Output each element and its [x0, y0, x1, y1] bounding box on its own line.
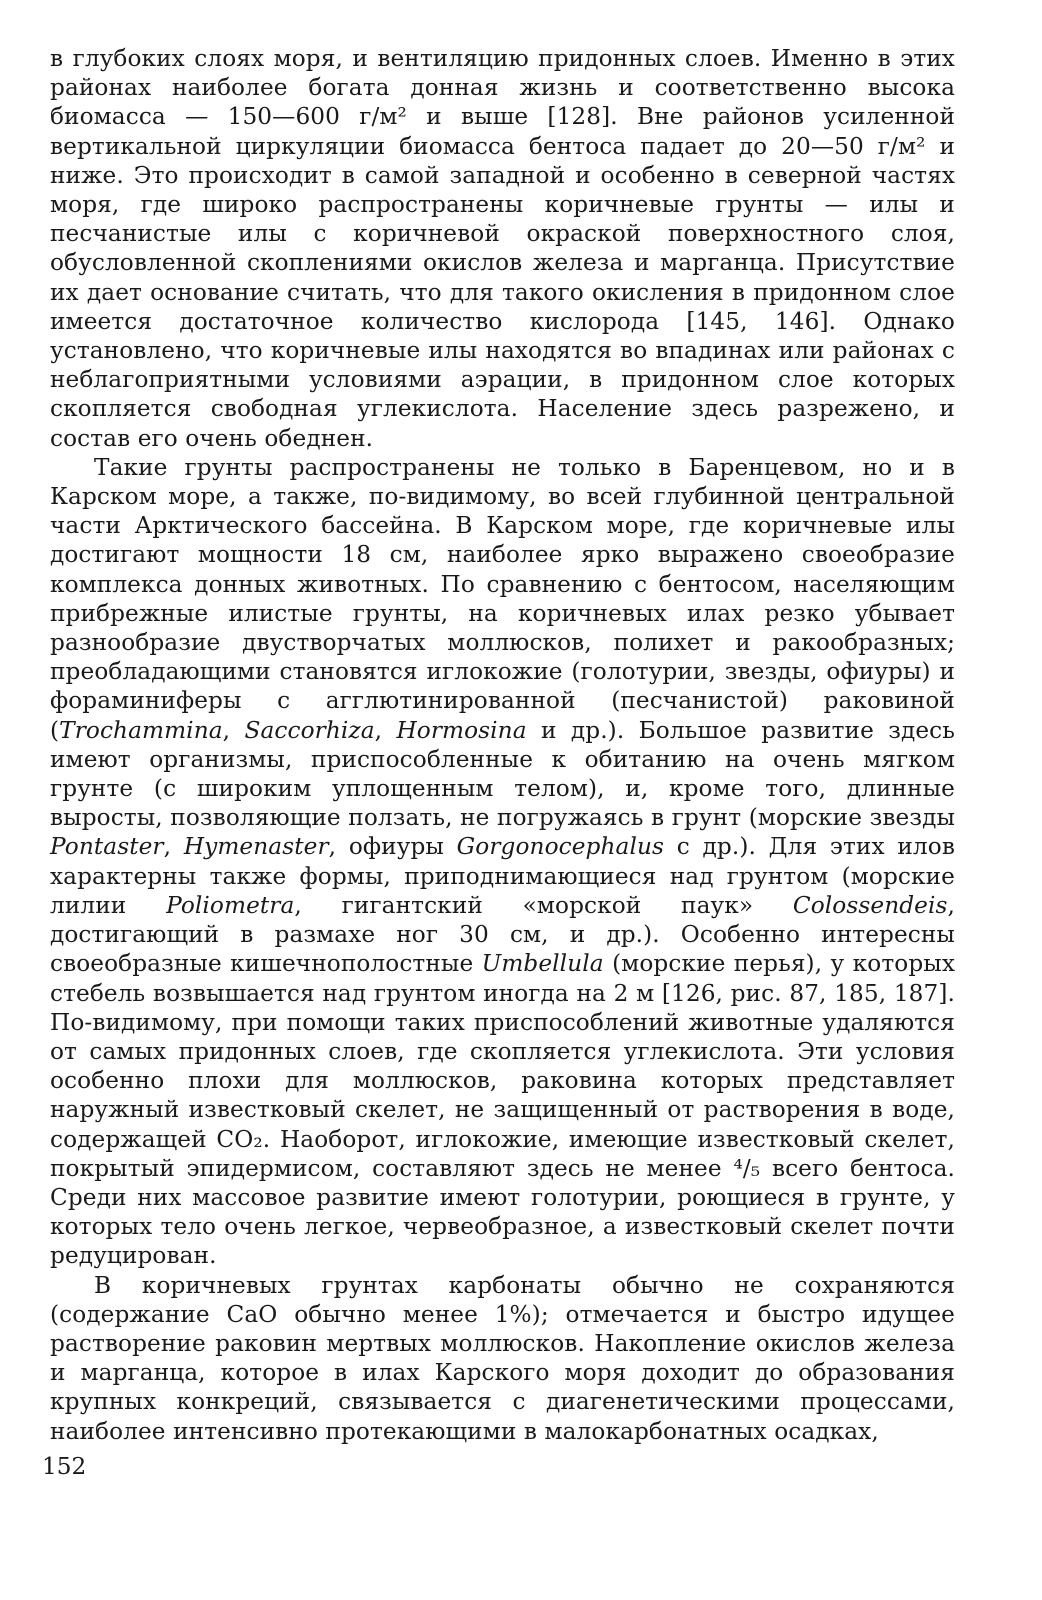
- italic-term: Colossendeis: [792, 891, 948, 919]
- italic-term: Umbellula: [481, 950, 604, 978]
- italic-term: Gorgonocephalus: [456, 833, 664, 861]
- italic-term: Trochammina: [59, 716, 223, 744]
- text-segment: В коричневых грунтах карбонаты обычно не сохраняются (содержание CaO обычно менее 1%); отмечается и быстро идущее растворение раковин мертвых моллюсков. Накопление окислов железа и марганца, которое в илах Карского моря доходит до образования крупных конкреций, связывается с диагенетическими процессами, наиболее интенсивно протекающими в малокарбонатных осадках,: [50, 1271, 955, 1445]
- italic-term: Pontaster: [50, 833, 164, 861]
- page-text: [50, 44, 955, 1446]
- paragraph-1: [50, 44, 955, 453]
- paragraph-3: [50, 1271, 955, 1446]
- page-number: 152: [42, 1453, 87, 1480]
- text-segment: ,: [222, 716, 245, 744]
- text-segment: ,: [163, 833, 184, 861]
- paragraph-2: [50, 453, 955, 1271]
- text-segment: и др.). Большое развитие здесь имеют организмы, приспособленные к обитанию на очень мягком грунте (с широким уплощенным телом), и, кроме того, длинные выросты, позволяющие ползать, не погружаясь в грунт (морские звезды: [50, 716, 955, 832]
- text-segment: , офиуры: [328, 833, 457, 861]
- italic-term: Hormosina: [396, 716, 527, 744]
- text-segment: с др.). Для этих илов характерны также формы, приподнимающиеся над грунтом (морские лилии: [50, 833, 955, 919]
- italic-term: Saccorhiza: [244, 716, 375, 744]
- text-segment: (морские перья), у которых стебель возвышается над грунтом иногда на 2 м [126, рис. 87, 185, 187]. По-видимому, при помощи таких приспособлений животные удаляются от самых придонных слоев, где скопляется углекислота. Эти условия особенно плохи для моллюсков, раковина которых представляет наружный известковый скелет, не защищенный от растворения в воде, содержащей CO₂. Наоборот, иглокожие, имеющие известковый скелет, покрытый эпидермисом, составляют здесь не менее ⁴/₅ всего бентоса. Среди них массовое развитие имеют голотурии, роющиеся в грунте, у которых тело очень легкое, червеобразное, а известковый скелет почти редуцирован.: [50, 950, 955, 1270]
- text-segment: Такие грунты распространены не только в Баренцевом, но и в Карском море, а также, по-видимому, во всей глубинной центральной части Арктического бассейна. В Карском море, где коричневые илы достигают мощности 18 см, наиболее ярко выражено своеобразие комплекса донных животных. По сравнению с бентосом, населяющим прибрежные илистые грунты, на коричневых илах резко убывает разнообразие двустворчатых моллюсков, полихет и ракообразных; преобладающими становятся иглокожие (голотурии, звезды, офиуры) и фораминиферы с агглютинированной (песчанистой) раковиной (: [50, 453, 955, 744]
- text-segment: , достигающий в размахе ног 30 см, и др.). Особенно интересны своеобразные кишечнополостные: [50, 891, 955, 978]
- text-segment: , гигантский «морской паук»: [294, 891, 793, 919]
- italic-term: Hymenaster: [183, 833, 329, 861]
- text-segment: ,: [374, 716, 397, 744]
- text-segment: в глубоких слоях моря, и вентиляцию придонных слоев. Именно в этих районах наиболее богата донная жизнь и соответственно высока биомасса — 150—600 г/м² и выше [128]. Вне районов усиленной вертикальной циркуляции биомасса бентоса падает до 20—50 г/м² и ниже. Это происходит в самой западной и особенно в северной частях моря, где широко распространены коричневые грунты — илы и песчанистые илы с коричневой окраской поверхностного слоя, обусловленной скоплениями окислов железа и марганца. Присутствие их дает основание считать, что для такого окисления в придонном слое имеется достаточное количество кислорода [145, 146]. Однако установлено, что коричневые илы находятся во впадинах или районах с неблагоприятными условиями аэрации, в придонном слое которых скопляется свободная углекислота. Население здесь разрежено, и состав его очень обеднен.: [50, 45, 955, 452]
- italic-term: Poliometra: [166, 891, 295, 919]
